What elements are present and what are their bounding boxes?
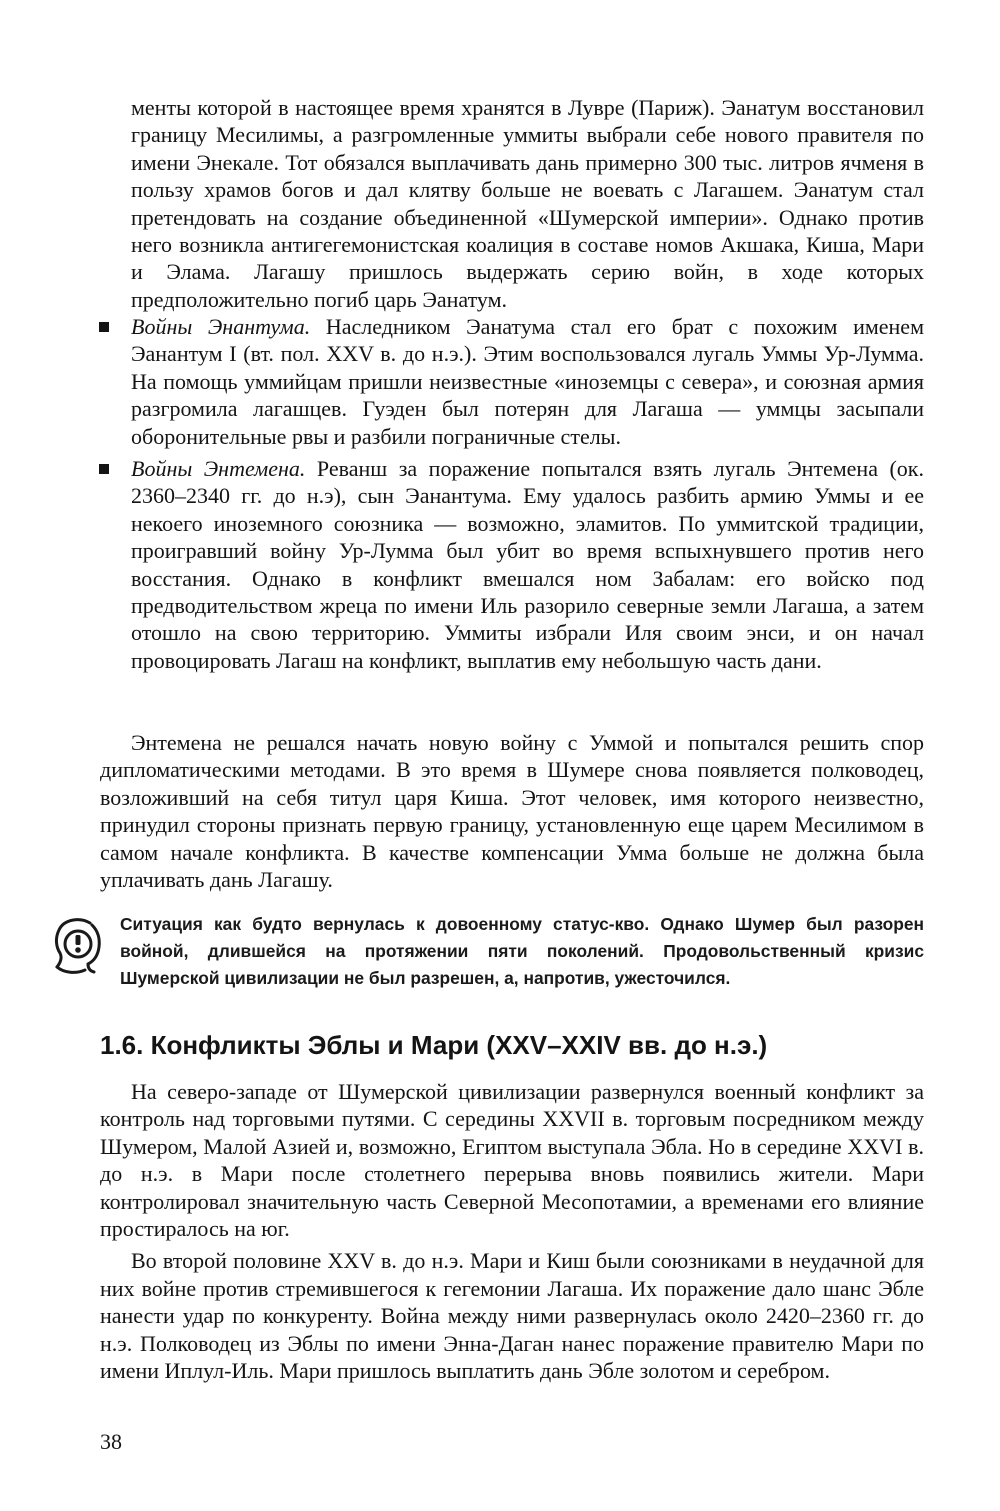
bullet-item-entemena	[131, 455, 924, 674]
bullet-item-enantum	[131, 313, 924, 450]
section-paragraph: Во второй половине XXV в. до н.э. Мари и Киш были союзниками в неудачной для них войне против стремившегося к гегемонии Лагаша. Их поражение дало шанс Эбле нанести удар по конкуренту. Война между ними развернулась около 2420–2360 гг. до н.э. Полководец из Эблы по имени Энна-Даган нанес поражение правителю Мари по имени Иплул-Иль. Мари пришлось выплатить дань Эбле золотом и серебром.	[100, 1248, 924, 1384]
paragraph-entemena: Энтемена не решался начать новую войну с Уммой и попытался решить спор дипломатическими методами. В это время в Шумере снова появляется полководец, возложивший на себя титул царя Киша. Этот человек, имя которого неизвестно, принудил стороны признать первую границу, установленную еще царем Месилимом в самом начале конфликта. В качестве компенсации Умма больше не должна была уплачивать дань Лагашу.	[100, 730, 924, 893]
square-bullet-icon	[99, 322, 109, 332]
section-body	[100, 1078, 924, 1384]
section-heading: 1.6. Конфликты Эблы и Мари (XXV–XXIV вв. до н.э.)	[100, 1030, 768, 1060]
exclamation-head-icon	[50, 917, 104, 975]
bullet-lead: Войны Энтемена.	[131, 456, 306, 481]
section-paragraph: На северо-западе от Шумерской цивилизации развернулся военный конфликт за контроль над торговыми путями. С середины XXVII в. торговым посредником между Шумером, Малой Азией и, возможно, Египтом выступала Эбла. Но в середине XXVI в. до н.э. в Мари после столетнего перерыва вновь появились жители. Мари контролировал значительную часть Северной Месопотамии, а временами его влияние простиралось на юг.	[100, 1079, 924, 1242]
bullet-text: Реванш за поражение попытался взять лугаль Энтемена (ок. 2360–2340 гг. до н.э), сын Эанантума. Ему удалось разбить армию Уммы и ее некоего иноземного союзника — возможно, эламитов. По уммитской традиции, проигравший войну Ур-Лумма был убит во время вспыхнувшего против него восстания. Однако в конфликт вмешался ном Забалам: его войско под предводительством жреца по имени Иль разорило северные земли Лагаша, а затем отошло на свою территорию. Уммиты избрали Иля своим энси, и он начал провоцировать Лагаш на конфликт, выплатив ему небольшую часть дани.	[131, 456, 924, 673]
bullet-lead: Войны Энантума.	[131, 314, 311, 339]
bullet-text: Наследником Эанатума стал его брат с похожим именем Эанантум I (вт. пол. XXV в. до н.э.). Этим воспользовался лугаль Уммы Ур-Лумма. На помощь уммийцам пришли неизвестные «иноземцы с севера», и союзная армия разгромила лагашцев. Гуэден был потерян для Лагаша — уммцы засыпали оборонительные рвы и разбили пограничные стелы.	[131, 314, 924, 449]
square-bullet-icon	[99, 464, 109, 474]
page-number: 38	[100, 1429, 122, 1454]
note-callout-text: Ситуация как будто вернулась к довоенному статус-кво. Однако Шумер был разорен войной, длившейся на протяжении пяти поколений. Продовольственный кризис Шумерской цивилизации не был разрешен, а, напротив, ужесточился.	[120, 914, 924, 989]
continuation-text: менты которой в настоящее время хранятся в Лувре (Париж). Эанатум восстановил границу Месилимы, а разгромленные уммиты выбрали себе нового правителя по имени Энекале. Тот обязался выплачивать дань примерно 300 тыс. литров ячменя в пользу храмов богов и дал клятву больше не воевать с Лагашем. Эанатум стал претендовать на создание объединенной «Шумерской империи». Однако против него возникла антигегемонистская коалиция в составе номов Акшака, Киша, Мари и Элама. Лагашу пришлось выдержать серию войн, в ходе которых предположительно погиб царь Эанатум.	[131, 95, 924, 312]
